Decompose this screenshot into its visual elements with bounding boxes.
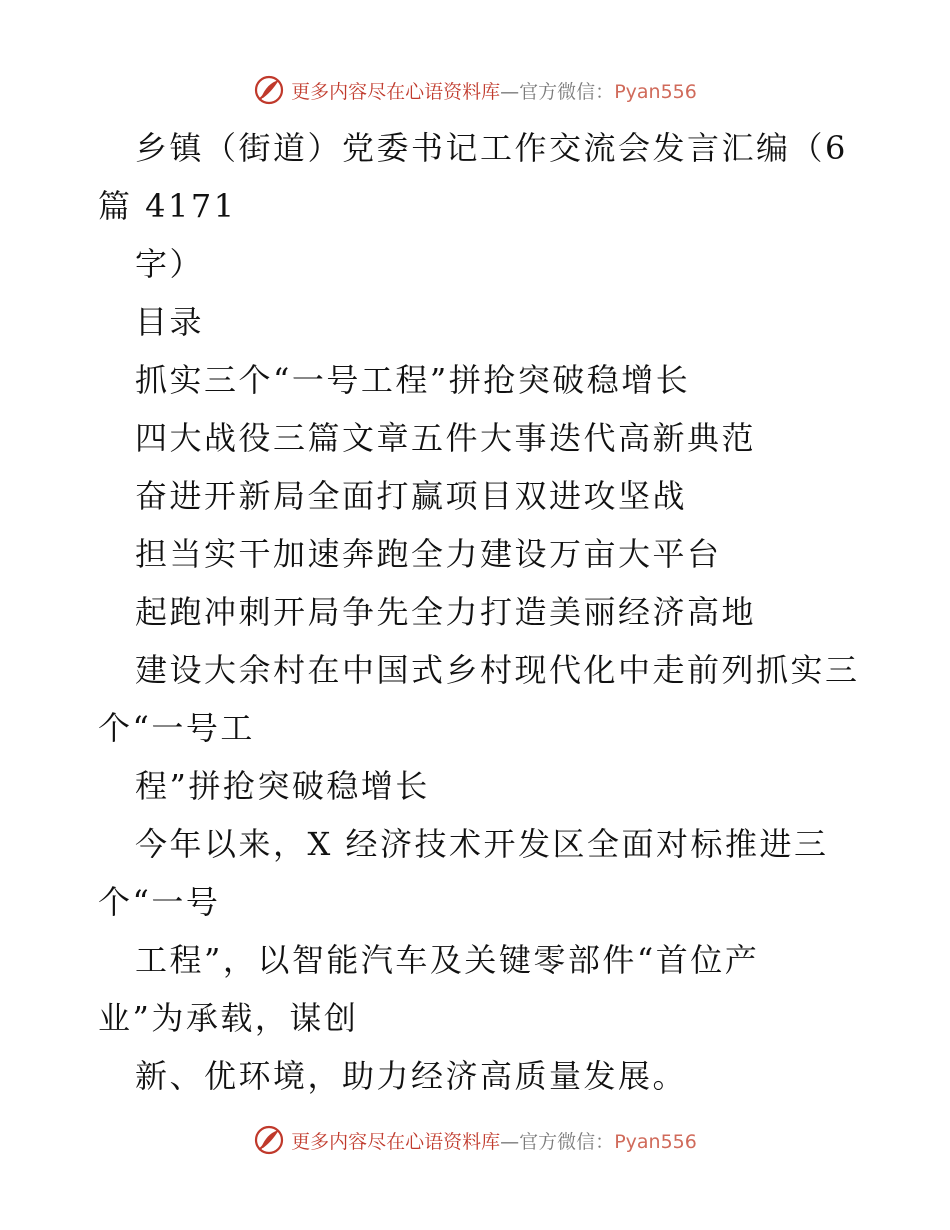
toc-item: 担当实干加速奔跑全力建设万亩大平台 <box>135 535 722 573</box>
toc-item: 建设大余村在中国式乡村现代化中走前列抓实三 <box>135 651 860 689</box>
watermark-handle: Pyan556 <box>614 80 697 103</box>
watermark-text <box>291 77 697 104</box>
header-watermark <box>0 70 950 110</box>
body-line: 工程”，以智能汽车及关键零部件“首位产 <box>135 941 760 979</box>
watermark-sub-text: 官方微信： <box>519 80 615 103</box>
section-heading: 程”拼抢突破稳增长 <box>135 767 430 805</box>
footer-watermark <box>0 1120 950 1160</box>
watermark-handle: Pyan556 <box>614 1130 697 1153</box>
watermark-main-text: 更多内容尽在心语资料库 <box>291 1130 501 1153</box>
body-line: 个“一号 <box>98 883 221 921</box>
body-line: 新、优环境，助力经济高质量发展。 <box>135 1057 688 1095</box>
feather-logo-icon <box>253 74 285 106</box>
doc-title-line-1: 乡镇（街道）党委书记工作交流会发言汇编（6 <box>135 129 848 167</box>
watermark-dash: — <box>500 1130 520 1153</box>
watermark-main-text: 更多内容尽在心语资料库 <box>291 80 501 103</box>
toc-heading: 目录 <box>135 303 205 341</box>
toc-item: 四大战役三篇文章五件大事迭代高新典范 <box>135 419 757 457</box>
body-line: 今年以来，X 经济技术开发区全面对标推进三 <box>135 825 829 863</box>
toc-item: 起跑冲刺开局争先全力打造美丽经济高地 <box>135 593 757 631</box>
doc-title-line-2: 篇 4171 <box>98 187 237 225</box>
watermark-text <box>291 1127 697 1154</box>
watermark-sub-text: 官方微信： <box>519 1130 615 1153</box>
toc-item: 奋进开新局全面打赢项目双进攻坚战 <box>135 477 688 515</box>
body-line: 业”为承载，谋创 <box>98 999 359 1037</box>
doc-title-line-3: 字） <box>135 245 205 283</box>
body-line: 个“一号工 <box>98 709 255 747</box>
watermark-dash: — <box>500 80 520 103</box>
toc-item: 抓实三个“一号工程”拼抢突破稳增长 <box>135 361 691 399</box>
feather-logo-icon <box>253 1124 285 1156</box>
